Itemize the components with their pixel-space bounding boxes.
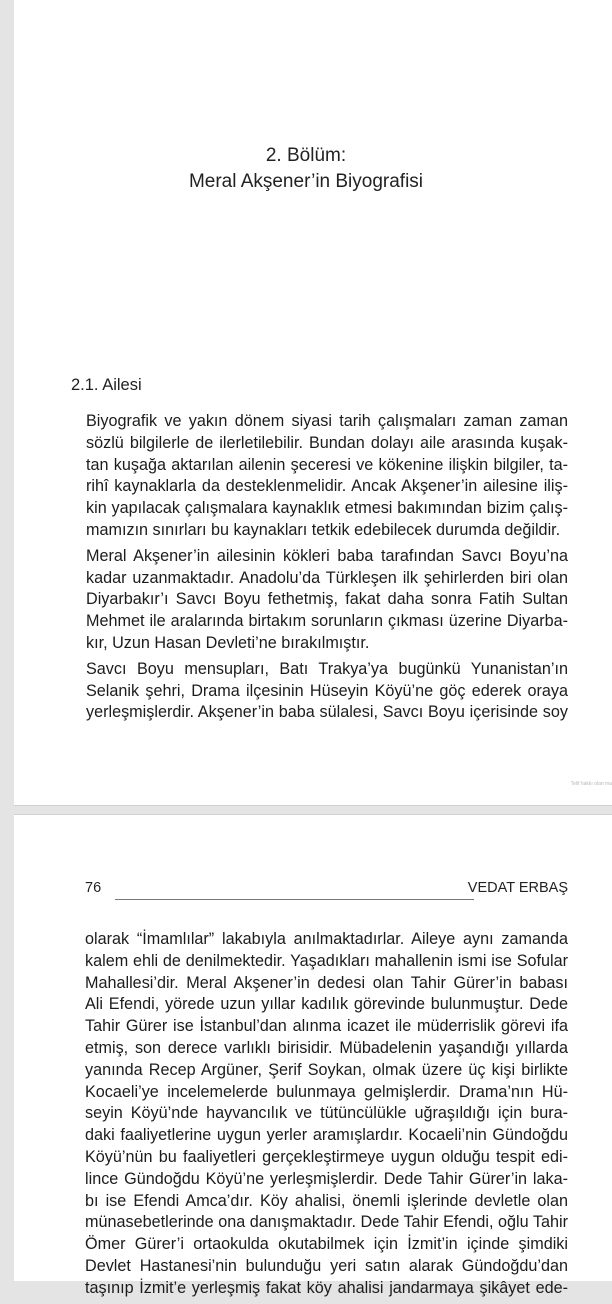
- text-line: lince Gündoğdu Köyü’ne yerleşmişlerdir. Dede Tahir Gürer’in laka-: [85, 1169, 568, 1188]
- text-line: Meral Akşener’in ailesinin kökleri baba tarafından Savcı Boyu’na: [86, 546, 568, 565]
- text-line: Ali Efendi, yörede uzun yıllar kadılık görevinde bulunmuştur. Dede: [85, 995, 568, 1014]
- text-line: Savcı Boyu mensupları, Batı Trakya’ya bugünkü Yunanistan’ın: [86, 659, 568, 678]
- text-line: tan kuşağa aktarılan ailenin şeceresi ve kökenine ilişkin bilgiler, ta-: [86, 455, 568, 474]
- page2-body: [85, 929, 568, 1304]
- text-line: kadar uzanmaktadır. Anadolu’da Türkleşen ilk şehirlerden biri olan: [86, 568, 568, 587]
- chapter-title: [0, 143, 612, 195]
- text-line: rihî kaynaklarla da desteklenmelidir. Ancak Akşener’in ailesine iliş-: [86, 477, 568, 496]
- text-line: yerleşmişlerdir. Akşener’in baba sülalesi, Savcı Boyu içerisinde soy: [86, 703, 568, 722]
- paragraph: [71, 411, 568, 542]
- text-line: kin yapılacak çalışmalara kaynaklık etmesi bakımından bizim çalış-: [86, 499, 568, 518]
- text-line: daki faaliyetlerine uygun yerler aramışlardır. Kocaeli’nin Gündoğdu: [85, 1126, 568, 1145]
- copyright-watermark: Telif hakkı olan ma: [570, 781, 612, 787]
- text-line: Tahir Gürer ise İstanbul’dan alınma icazet ile müderrislik görevi ifa: [85, 1017, 568, 1036]
- text-line: münasebetlerinde ona danışmaktadır. Dede Tahir Efendi, oğlu Tahir: [85, 1213, 568, 1232]
- text-line: Kocaeli’ye incelemelerde bulunmaya gelmişlerdir. Drama’nın Hü-: [85, 1082, 568, 1101]
- text-line: seyin Köyü’nde hayvancılık ve tütüncülükle uğraşıldığı için bura-: [85, 1104, 568, 1123]
- paragraph: [71, 659, 568, 724]
- text-line: etmiş, son derece varlıklı birisidir. Mübadelenin yaşandığı yıllarda: [85, 1038, 568, 1057]
- text-line: Köyü’nün bu faaliyetleri gerçekleştirmeye uygun olduğu tespit edi-: [85, 1147, 568, 1166]
- paragraph: [71, 546, 568, 655]
- text-line: bı ise Efendi Amca’dır. Köy ahalisi, önemli işlerinde devletle olan: [85, 1191, 568, 1210]
- text-line: olarak “İmamlılar” lakabıyla anılmaktadırlar. Aileye aynı zamanda: [85, 930, 568, 948]
- text-line: Selanik şehri, Drama ilçesinin Hüseyin Köyü’ne göç ederek oraya: [86, 681, 568, 700]
- running-head-author: VEDAT ERBAŞ: [467, 880, 568, 896]
- chapter-name: Meral Akşener’in Biyografisi: [188, 171, 424, 192]
- running-head: [85, 880, 568, 902]
- text-line: sözlü bilgilerle de ilerletilebilir. Bundan dolayı aile arasında kuşak-: [86, 433, 568, 452]
- text-line: Mahallesi’dir. Meral Akşener’in dedesi olan Tahir Gürer’in babası: [85, 973, 568, 992]
- text-line: kır, Uzun Hasan Devleti’ne bırakılmıştır.: [86, 633, 370, 652]
- section-heading: 2.1. Ailesi: [71, 376, 142, 394]
- paragraph: [85, 929, 568, 1300]
- text-line: Mehmet ile aralarında birtakım sorunların çıkması üzerine Diyarba-: [86, 612, 568, 631]
- text-line: kalem ehli de denilmektedir. Yaşadıkları mahallenin ismi ise Sofular: [85, 951, 568, 970]
- text-line: Biyografik ve yakın dönem siyasi tarih çalışmaları zaman zaman: [86, 412, 568, 430]
- text-line: Ömer Gürer’i ortaokulda okutabilmek için İzmit’in içinde şimdiki: [85, 1235, 568, 1254]
- chapter-number: 2. Bölüm:: [265, 145, 347, 166]
- text-line: taşınıp İzmit’e yerleşmiş fakat köy ahalisi jandarmaya şikâyet ede-: [85, 1278, 568, 1297]
- text-line: mamızın sınırları bu kaynakları tetkik edebilecek durumda değildir.: [86, 520, 561, 539]
- page1-body: [71, 411, 568, 728]
- header-rule: [115, 899, 474, 900]
- text-line: Devlet Hastanesi’nin bulunduğu yeri satın alarak Gündoğdu’dan: [85, 1256, 568, 1275]
- text-line: yanında Recep Argüner, Şerif Soykan, olmak üzere üç kişi birlikte: [85, 1060, 568, 1079]
- text-line: Diyarbakır’ı Savcı Boyu fethetmiş, fakat daha sonra Fatih Sultan: [86, 590, 568, 609]
- page-number: 76: [85, 880, 102, 896]
